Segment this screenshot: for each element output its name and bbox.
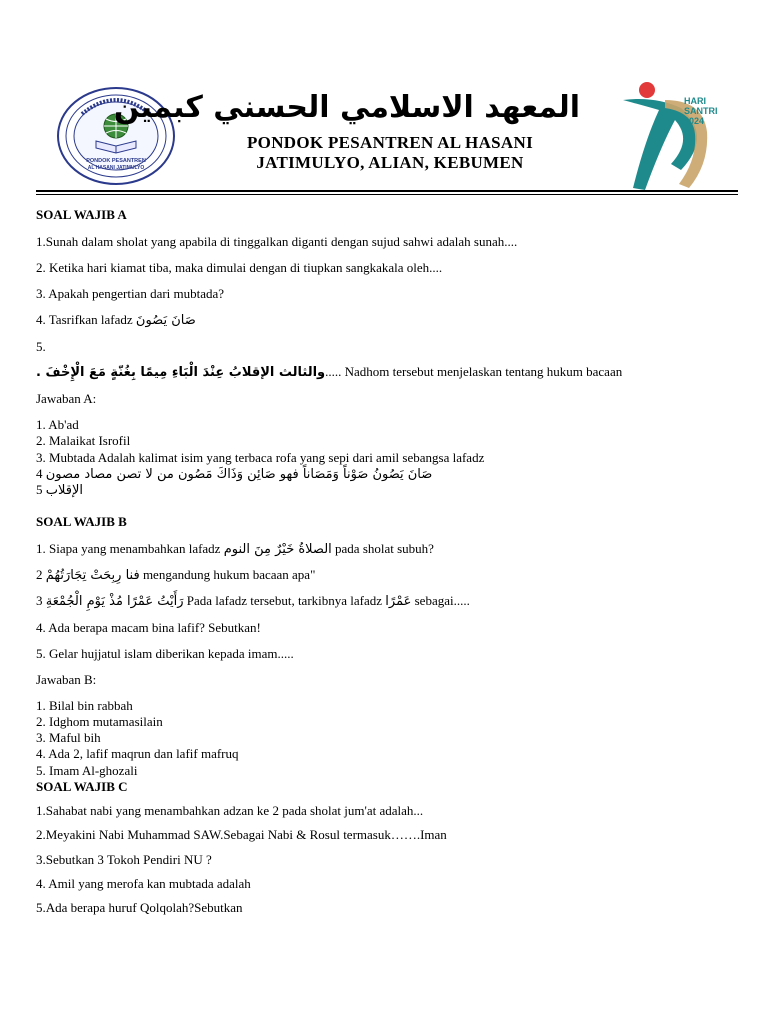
question-b-4: 4. Ada berapa macam bina lafif? Sebutkan! xyxy=(36,620,261,635)
section-b-heading: SOAL WAJIB B xyxy=(36,514,127,529)
answer-b-1: 1. Bilal bin rabbah xyxy=(36,698,133,713)
question-b-1-suffix: pada sholat subuh? xyxy=(331,541,434,556)
seal-caption-2: AL HASANI JATIMULYO xyxy=(87,165,145,171)
question-c-5: 5.Ada berapa huruf Qolqolah?Sebutkan xyxy=(36,900,243,915)
question-a-5 xyxy=(36,364,622,380)
question-b-3-arabic: رَأَيْتُ عَمْرًا مُذْ يَوْمِ الْجُمْعَةِ xyxy=(45,594,184,609)
arabic-institution-name: المعهد الاسلامي الحسني كبمين xyxy=(113,90,580,125)
question-c-2: 2.Meyakini Nabi Muhammad SAW.Sebagai Nabi & Rosul termasuk…….Iman xyxy=(36,827,447,842)
answer-a-4-arabic: صَانَ يَصُونُ صَوْناً وَمَصَاناً فهو صَائِن وَذَاكَ مَصُون من لا تصن مصاد مصون xyxy=(45,467,433,482)
section-c-heading: SOAL WAJIB C xyxy=(36,779,128,794)
santri-text: SANTRI xyxy=(684,106,718,116)
question-b-2-number: 2 xyxy=(36,567,46,582)
question-b-1-arabic: الصلاةُ خَيْرٌ مِنَ النوم xyxy=(223,542,332,557)
question-b-3-number: 3 xyxy=(36,593,46,608)
institution-address-line: JATIMULYO, ALIAN, KEBUMEN xyxy=(256,153,524,172)
question-b-2-suffix: mengandung hukum bacaan apa" xyxy=(139,567,316,582)
answer-a-3: 3. Mubtada Adalah kalimat isim yang terbaca rofa yang sepi dari amil sebangsa lafadz xyxy=(36,450,485,465)
question-b-1 xyxy=(36,541,434,557)
hari-santri-label xyxy=(684,96,718,126)
answer-a-2: 2. Malaikat Isrofil xyxy=(36,433,131,448)
question-a-5-arabic: والثالث الإقلابُ عِنْدَ الْبَاءِ مِيمًا بِغُنّةٍ مَعَ الْإِخْفَ . xyxy=(36,365,326,380)
question-b-2-arabic: فنا رِبِحَتْ تِجَارَتُهُمْ xyxy=(45,568,140,583)
question-b-1-text: 1. Siapa yang menambahkan lafadz xyxy=(36,541,224,556)
answer-a-5 xyxy=(36,482,83,498)
answer-a-5-arabic: الإقلاب xyxy=(45,483,83,498)
question-b-2 xyxy=(36,567,315,583)
question-a-3: 3. Apakah pengertian dari mubtada? xyxy=(36,286,225,301)
answer-a-1: 1. Ab'ad xyxy=(36,417,79,432)
section-a-heading: SOAL WAJIB A xyxy=(36,207,127,222)
institution-name xyxy=(200,133,580,173)
question-b-5: 5. Gelar hujjatul islam diberikan kepada imam..... xyxy=(36,646,294,661)
answers-b-label: Jawaban B: xyxy=(36,672,97,687)
answer-b-2: 2. Idghom mutamasilain xyxy=(36,714,163,729)
header-divider-thick xyxy=(36,190,738,192)
question-a-2: 2. Ketika hari kiamat tiba, maka dimulai dengan di tiupkan sangkakala oleh.... xyxy=(36,260,443,275)
question-b-3-arabic-word: عَمْرًا xyxy=(385,594,412,609)
institution-name-line1: PONDOK PESANTREN AL HASANI xyxy=(247,133,533,152)
question-c-1: 1.Sahabat nabi yang menambahkan adzan ke 2 pada sholat jum'at adalah... xyxy=(36,803,424,818)
answers-a-label: Jawaban A: xyxy=(36,391,97,406)
question-b-3 xyxy=(36,593,470,609)
answer-b-3: 3. Maful bih xyxy=(36,730,101,745)
hari-text: HARI xyxy=(684,96,706,106)
question-a-5-number: 5. xyxy=(36,339,46,354)
answer-a-4 xyxy=(36,466,432,482)
question-b-3-suffix: sebagai..... xyxy=(411,593,470,608)
question-c-3: 3.Sebutkan 3 Tokoh Pendiri NU ? xyxy=(36,852,212,867)
answer-a-4-number: 4 xyxy=(36,466,43,481)
header-divider-thin xyxy=(36,194,738,195)
question-a-4 xyxy=(36,312,196,328)
question-c-4: 4. Amil yang merofa kan mubtada adalah xyxy=(36,876,251,891)
question-a-5-text: ..... Nadhom tersebut menjelaskan tentang hukum bacaan xyxy=(325,364,623,379)
answer-b-5: 5. Imam Al-ghozali xyxy=(36,763,138,778)
question-a-1: 1.Sunah dalam sholat yang apabila di tinggalkan diganti dengan sujud sahwi adalah sunah.... xyxy=(36,234,518,249)
year-text: 2024 xyxy=(684,116,705,126)
seal-caption-1: PONDOK PESANTREN xyxy=(86,158,146,164)
question-b-3-mid: Pada lafadz tersebut, tarkibnya lafadz xyxy=(183,593,386,608)
question-a-4-arabic: صَانَ يَصُونَ xyxy=(135,313,196,328)
answer-a-5-number: 5 xyxy=(36,482,43,497)
question-a-4-text: 4. Tasrifkan lafadz xyxy=(36,312,136,327)
answer-b-4: 4. Ada 2, lafif maqrun dan lafif mafruq xyxy=(36,746,239,761)
letterhead xyxy=(0,0,768,200)
